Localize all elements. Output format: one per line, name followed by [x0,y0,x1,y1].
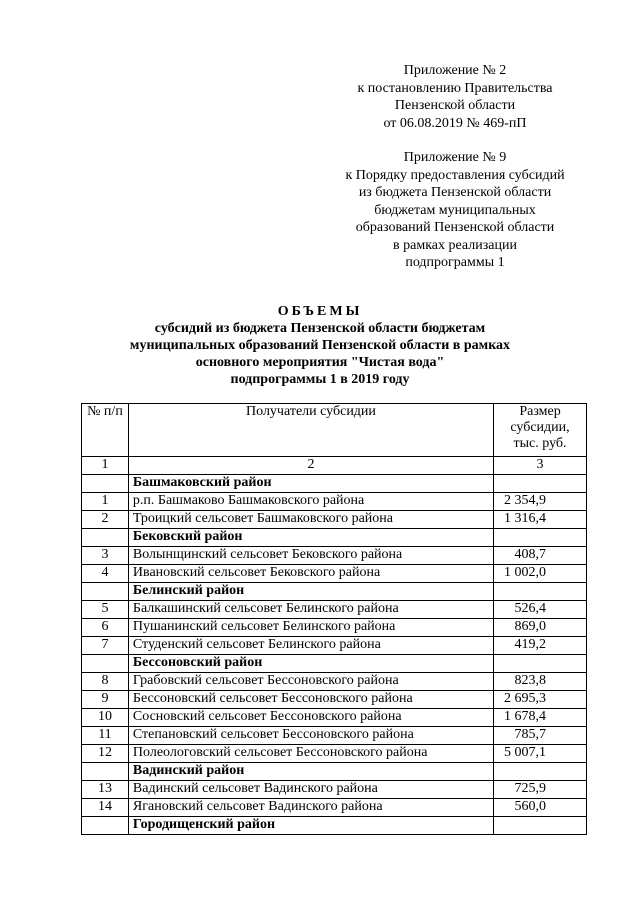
appendix-2-line: Приложение № 2 [403,63,507,78]
subsidy-amount: 1 678,4 [494,709,587,727]
subsidy-amount: 869,0 [494,619,587,637]
table-row [82,673,587,691]
region-number-cell [82,583,129,601]
recipient-name: Троицкий сельсовет Башмаковского района [128,511,493,529]
region-row [82,475,587,493]
table-row [82,691,587,709]
table-index-row [82,457,587,475]
title-line: основного мероприятия "Чистая вода" [195,355,445,370]
region-row [82,763,587,781]
table-row [82,709,587,727]
region-name: Вадинский район [128,763,493,781]
region-amount-cell [494,529,587,547]
region-amount-cell [494,583,587,601]
row-number: 5 [82,601,129,619]
region-name: Башмаковский район [128,475,493,493]
row-number: 4 [82,565,129,583]
row-number: 10 [82,709,129,727]
index-cell: 3 [494,457,587,475]
row-number: 1 [82,493,129,511]
subsidy-table [81,403,587,835]
region-row [82,583,587,601]
table-header-row [82,404,587,457]
region-name: Городищенский район [128,817,493,835]
appendix-2-block [325,62,585,132]
subsidy-amount: 408,7 [494,547,587,565]
row-number: 8 [82,673,129,691]
subsidy-amount: 1 002,0 [494,565,587,583]
row-number: 6 [82,619,129,637]
table-row [82,619,587,637]
appendix-2-line: Пензенской области [394,98,516,113]
region-number-cell [82,529,129,547]
header-number: № п/п [82,404,129,457]
appendix-2-line: к постановлению Правительства [357,80,553,96]
region-amount-cell [494,763,587,781]
recipient-name: Ягановский сельсовет Вадинского района [128,799,493,817]
region-number-cell [82,763,129,781]
row-number: 12 [82,745,129,763]
row-number: 9 [82,691,129,709]
subsidy-amount: 5 007,1 [494,745,587,763]
recipient-name: Степановский сельсовет Бессоновского района [128,727,493,745]
subsidy-amount: 823,8 [494,673,587,691]
recipient-name: Студенский сельсовет Белинского района [128,637,493,655]
appendix-9-line: подпрограммы 1 [405,255,505,270]
row-number: 13 [82,781,129,799]
table-row [82,601,587,619]
table-row [82,745,587,763]
appendix-9-line: к Порядку предоставления субсидий [345,167,565,183]
row-number: 7 [82,637,129,655]
appendix-9-line: в рамках реализации [393,237,517,253]
recipient-name: Пушанинский сельсовет Белинского района [128,619,493,637]
row-number: 14 [82,799,129,817]
region-number-cell [82,817,129,835]
recipient-name: Вадинский сельсовет Вадинского района [128,781,493,799]
region-amount-cell [494,655,587,673]
region-row [82,817,587,835]
title-line: субсидий из бюджета Пензенской области бюджетам [154,321,486,336]
region-name: Белинский район [128,583,493,601]
recipient-name: Балкашинский сельсовет Белинского района [128,601,493,619]
subsidy-amount: 419,2 [494,637,587,655]
appendix-2-line: от 06.08.2019 № 469-пП [383,115,527,131]
appendix-9-line: бюджетам муниципальных [374,202,536,218]
region-name: Бековский район [128,529,493,547]
region-number-cell [82,475,129,493]
table-body [82,475,587,835]
region-amount-cell [494,817,587,835]
table-row [82,799,587,817]
table-row [82,637,587,655]
table-row [82,493,587,511]
table-row [82,547,587,565]
recipient-name: р.п. Башмаково Башмаковского района [128,493,493,511]
title-line: муниципальных образований Пензенской области в рамках [129,338,511,353]
subsidy-amount: 785,7 [494,727,587,745]
header-recipients: Получатели субсидии [128,404,493,457]
appendix-9-line: образований Пензенской области [355,220,555,235]
subsidy-amount: 1 316,4 [494,511,587,529]
subsidy-amount: 2 695,3 [494,691,587,709]
region-name: Бессоновский район [128,655,493,673]
title-line: подпрограммы 1 в 2019 году [230,372,410,387]
title-main: ОБЪЕМЫ [277,304,363,319]
recipient-name: Волынщинский сельсовет Бековского района [128,547,493,565]
subsidy-amount: 526,4 [494,601,587,619]
table-row [82,781,587,799]
recipient-name: Ивановский сельсовет Бековского района [128,565,493,583]
recipient-name: Бессоновский сельсовет Бессоновского района [128,691,493,709]
recipient-name: Сосновский сельсовет Бессоновского района [128,709,493,727]
recipient-name: Грабовский сельсовет Бессоновского района [128,673,493,691]
table-row [82,511,587,529]
table-row [82,565,587,583]
subsidy-amount: 725,9 [494,781,587,799]
appendix-9-line: Приложение № 9 [403,150,507,165]
subsidy-amount: 560,0 [494,799,587,817]
row-number: 11 [82,727,129,745]
region-amount-cell [494,475,587,493]
header-amount: Размер субсидии, тыс. руб. [494,404,587,457]
row-number: 2 [82,511,129,529]
index-cell: 2 [128,457,493,475]
region-row [82,529,587,547]
appendix-9-block [325,149,585,272]
index-cell: 1 [82,457,129,475]
row-number: 3 [82,547,129,565]
recipient-name: Полеологовский сельсовет Бессоновского района [128,745,493,763]
region-row [82,655,587,673]
subsidy-amount: 2 354,9 [494,493,587,511]
region-number-cell [82,655,129,673]
document-title [0,303,640,388]
table-row [82,727,587,745]
appendix-9-line: из бюджета Пензенской области [358,185,552,200]
